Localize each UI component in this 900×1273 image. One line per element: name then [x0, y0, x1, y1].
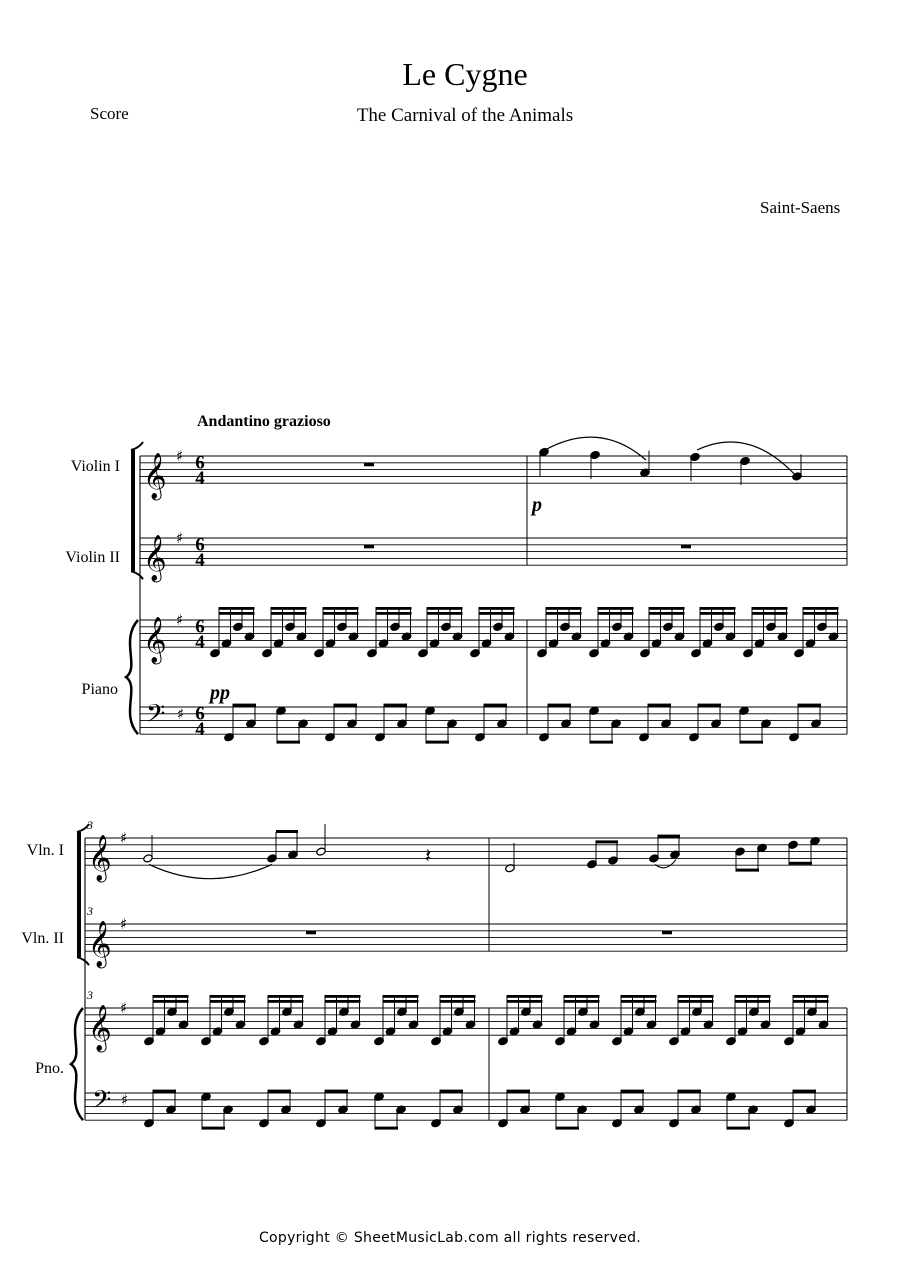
note-beam	[427, 612, 463, 615]
treble-clef-icon: 𝄞	[143, 453, 167, 500]
treble-clef-icon: 𝄞	[143, 617, 167, 664]
note-beam	[334, 704, 357, 707]
note-beam	[219, 607, 255, 610]
time-signature-top: 6	[195, 534, 205, 556]
note-beam	[479, 607, 515, 610]
note-beam	[484, 704, 507, 707]
note-beam	[678, 1000, 714, 1003]
sharp-icon: ♯	[176, 447, 184, 465]
note-beam	[598, 607, 634, 610]
brace-icon	[126, 620, 138, 734]
sharp-icon: ♯	[176, 611, 184, 629]
instrument-label-pno: Pno.	[35, 1060, 64, 1077]
treble-clef-icon: 𝄞	[88, 921, 112, 968]
note-beam	[153, 995, 189, 998]
note-beam	[678, 995, 714, 998]
treble-clef-icon: 𝄞	[143, 535, 167, 582]
piece-title: Le Cygne	[402, 56, 528, 92]
note-beam	[325, 995, 361, 998]
bass-clef-icon: 𝄢	[146, 699, 166, 735]
note-beam	[202, 1127, 225, 1130]
note-beam	[789, 862, 812, 865]
time-signature-bottom: 4	[195, 632, 205, 654]
note-beam	[440, 1000, 476, 1003]
note-beam	[798, 704, 821, 707]
note-beam	[698, 704, 721, 707]
note-beam	[649, 607, 685, 610]
treble-clef-icon: 𝄞	[88, 835, 112, 882]
note-beam	[384, 704, 407, 707]
note-beam	[621, 1090, 644, 1093]
note-beam	[325, 1000, 361, 1003]
note-beam	[323, 612, 359, 615]
note-beam	[376, 607, 412, 610]
bracket-top	[131, 442, 143, 450]
bracket-bottom	[131, 571, 143, 579]
time-signature-bottom: 4	[195, 468, 205, 490]
note-beam	[648, 704, 671, 707]
note-beam	[793, 1000, 829, 1003]
instrument-label-violin-2: Violin II	[65, 549, 120, 566]
measure-number: 3	[87, 904, 93, 918]
sharp-icon: ♯	[120, 915, 128, 933]
sharp-icon: ♯	[120, 999, 128, 1017]
note-beam	[803, 607, 839, 610]
whole-rest-icon	[662, 931, 672, 935]
whole-rest-icon	[681, 545, 691, 549]
note-beam	[793, 995, 829, 998]
note-beam	[440, 995, 476, 998]
dynamic-p: p	[532, 494, 542, 516]
time-signature-bottom: 4	[195, 550, 205, 572]
measure-number: 3	[87, 818, 93, 832]
instrument-label-piano: Piano	[81, 681, 118, 698]
note-beam	[210, 995, 246, 998]
note-beam	[546, 607, 582, 610]
time-signature-top: 6	[195, 703, 205, 725]
note-beam	[803, 612, 839, 615]
note-beam	[621, 995, 657, 998]
score-label: Score	[90, 104, 129, 123]
note-beam	[752, 612, 788, 615]
note-beam	[727, 1127, 750, 1130]
note-beam	[736, 869, 759, 872]
bracket-icon	[77, 832, 81, 957]
note-beam	[268, 1000, 304, 1003]
note-beam	[268, 1090, 291, 1093]
note-beam	[153, 1000, 189, 1003]
instrument-label-vln-1: Vln. I	[26, 842, 64, 859]
note-beam	[564, 995, 600, 998]
sharp-icon: ♯	[121, 1090, 129, 1109]
note-beam	[426, 741, 449, 744]
note-beam	[153, 1090, 176, 1093]
note-beam	[383, 995, 419, 998]
note-beam	[323, 607, 359, 610]
note-beam	[649, 612, 685, 615]
sharp-icon: ♯	[120, 829, 128, 847]
dynamic-pp: pp	[210, 682, 230, 704]
note-beam	[507, 995, 543, 998]
note-beam	[210, 1000, 246, 1003]
note-beam	[479, 612, 515, 615]
time-signature-bottom: 4	[195, 719, 205, 741]
treble-clef-icon: 𝄞	[88, 1005, 112, 1052]
note-beam	[325, 1090, 348, 1093]
note-beam	[752, 607, 788, 610]
bracket-icon	[131, 450, 135, 571]
slur	[655, 860, 676, 868]
note-beam	[268, 995, 304, 998]
note-beam	[375, 1127, 398, 1130]
bass-clef-icon: 𝄢	[92, 1085, 112, 1121]
instrument-label-violin-1: Violin I	[70, 458, 120, 475]
note-beam	[271, 607, 307, 610]
note-beam	[590, 741, 613, 744]
note-beam	[793, 1090, 816, 1093]
quarter-rest-icon: 𝄽	[425, 843, 432, 868]
note-beam	[556, 1127, 579, 1130]
note-beam	[546, 612, 582, 615]
note-beam	[427, 607, 463, 610]
tempo-marking: Andantino grazioso	[197, 413, 331, 430]
note-beam	[621, 1000, 657, 1003]
note-beam	[507, 1000, 543, 1003]
note-beam	[564, 1000, 600, 1003]
copyright-notice: Copyright © SheetMusicLab.com all rights reserved.	[258, 1230, 642, 1246]
note-beam	[219, 612, 255, 615]
slur	[149, 864, 272, 878]
note-beam	[658, 835, 680, 838]
note-beam	[383, 1000, 419, 1003]
note-beam	[740, 741, 763, 744]
sharp-icon: ♯	[176, 529, 184, 547]
note-beam	[700, 607, 736, 610]
note-beam	[271, 612, 307, 615]
note-beam	[735, 1000, 771, 1003]
brace-icon	[71, 1008, 83, 1120]
whole-rest-icon	[364, 463, 374, 467]
whole-rest-icon	[306, 931, 316, 935]
time-signature-top: 6	[195, 616, 205, 638]
whole-rest-icon	[364, 545, 374, 549]
composer-name: Saint-Saens	[760, 198, 841, 217]
note-beam	[233, 704, 256, 707]
note-beam	[596, 840, 618, 843]
sharp-icon: ♯	[177, 704, 185, 723]
piece-subtitle: The Carnival of the Animals	[356, 105, 574, 126]
measure-number: 3	[87, 988, 93, 1002]
note-beam	[376, 612, 412, 615]
note-beam	[548, 704, 571, 707]
note-beam	[440, 1090, 463, 1093]
note-beam	[735, 995, 771, 998]
note-beam	[598, 612, 634, 615]
note-beam	[678, 1090, 701, 1093]
note-beam	[700, 612, 736, 615]
instrument-label-vln-2: Vln. II	[21, 930, 64, 947]
note-beam	[276, 830, 298, 833]
note-beam	[507, 1090, 530, 1093]
time-signature-top: 6	[195, 452, 205, 474]
note-beam	[277, 741, 300, 744]
